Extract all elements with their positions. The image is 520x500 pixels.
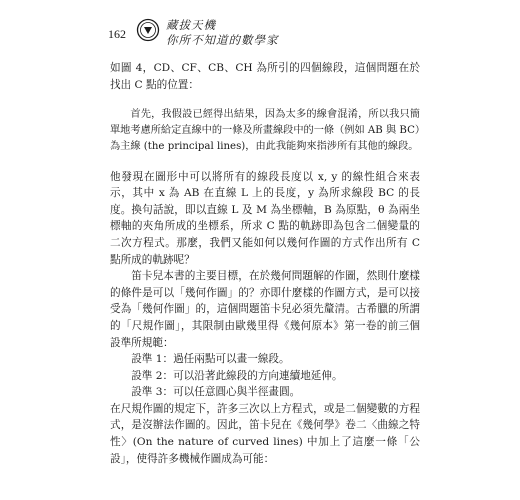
postulate-item: 設準 3：可以任意圓心與半徑畫圓。 [131,386,301,399]
body-paragraph: 他發現在圖形中可以將所有的線段長度以 x, y 的線性組合來表示，其中 x 為 AB 在直線 L 上的長度，y 為所求線段 BC 的長度。換句話說，即以直線 L 及 M 為坐標軸，B 為原點，θ 為兩坐標軸的夾角所成的坐標系，所求 C 點的軌跡即為包含二個變量的二次方程式。那麼，我們又能如何以幾何作圖的方式作出所有 C 點所成的軌跡呢？ [110,170,420,266]
block-quote: 首先，我假設已經得出結果，因為太多的線會混淆，所以我只簡單地考慮所給定直線中的一條及所畫線段中的一條（例如 AB 與 BC）為主線 (the principal lines)，由此我能夠來指涉所有其他的線段。 [110,109,420,152]
series-title: 藏拔天機 [166,18,216,32]
page-content [110,60,420,467]
page-number: 162 [108,27,126,41]
postulate-item: 設準 2：可以沿著此線段的方向連續地延伸。 [131,369,343,382]
intro-paragraph: 如圖 4，CD、CF、CB、CH 為所引的四個線段，這個問題在於找出 C 點的位置： [110,62,420,91]
closing-paragraph: 在尺規作圖的規定下，許多三次以上方程式，或是二個變數的方程式，是沒辦法作圖的。因此，笛卡兒在《幾何學》卷二〈曲線之特性〉(On the nature of curved lines) 中加上了這麼一條「公設」，使得許多機械作圖成為可能： [110,402,420,465]
page-header [0,10,520,50]
body-paragraph: 笛卡兒本書的主要目標，在於幾何問題解的作圖，然則什麼樣的條件是可以「幾何作圖」的？亦即什麼樣的作圖方式，是可以接受為「幾何作圖」的，這個問題笛卡兒必須先釐清。古希臘的所謂的「尺規作圖」，其限制由歐幾里得《幾何原本》第一卷的前三個設準所規範： [110,270,420,349]
book-title: 你所不知道的數學家 [166,33,279,47]
postulate-item: 設準 1：過任兩點可以畫一線段。 [131,353,290,366]
emblem-icon [136,18,160,42]
